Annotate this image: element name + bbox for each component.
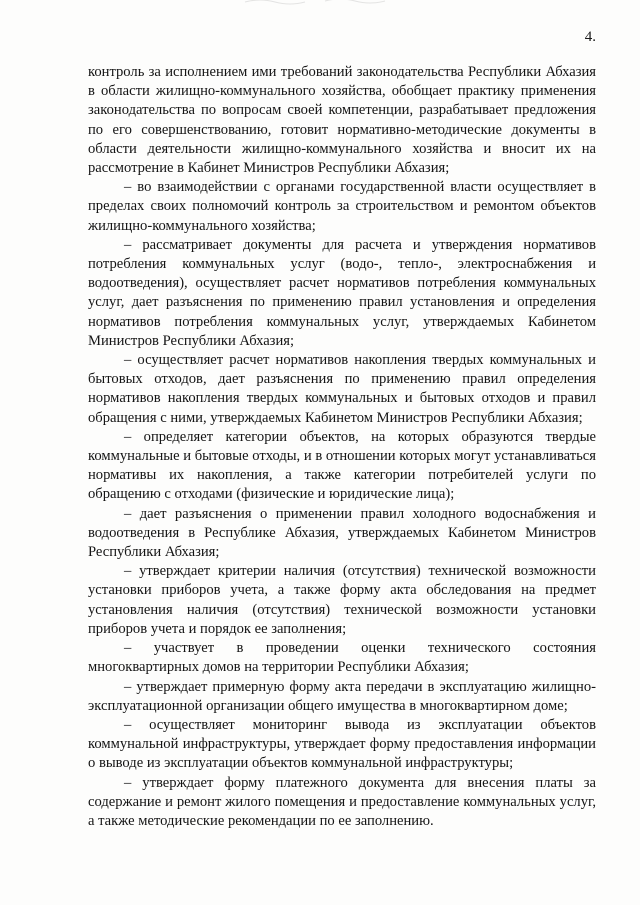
paragraph: – участвует в проведении оценки технического состояния многоквартирных домов на территории Республики Абхазия;	[88, 640, 596, 676]
paragraph: – дает разъяснения о применении правил холодного водоснабжения и водоотведения в Республике Абхазия, утверждаемых Кабинетом Министров Республики Абхазия;	[88, 505, 596, 561]
paragraph: – рассматривает документы для расчета и утверждения нормативов потребления коммунальных услуг (водо-, тепло-, электроснабжения и водоотведения), осуществляет расчет нормативов потребления коммунальных услуг, дает разъяснения по применению правил установления и определения нормативов потребления коммунальных услуг, утверждаемых Кабинетом Министров Республики Абхазия;	[88, 236, 596, 349]
document-body	[88, 63, 596, 831]
page-number: 4.	[584, 29, 596, 45]
paragraph: – осуществляет мониторинг вывода из эксплуатации объектов коммунальной инфраструктуры, утверждает форму предоставления информации о выводе из эксплуатации объектов коммунальной инфраструктуры;	[88, 716, 596, 772]
paragraph: – утверждает критерии наличия (отсутствия) технической возможности установки приборов учета, а также форму акта обследования на предмет установления наличия (отсутствия) технической возможности установки приборов учета и порядок ее заполнения;	[88, 563, 596, 637]
scan-artifact	[240, 0, 390, 6]
paragraph: – утверждает форму платежного документа для внесения платы за содержание и ремонт жилого помещения и предоставление коммунальных услуг, а также методические рекомендации по ее заполнению.	[88, 774, 596, 829]
paragraph: – утверждает примерную форму акта передачи в эксплуатацию жилищно-эксплуатационной организации общего имущества в многоквартирном доме;	[88, 678, 596, 714]
paragraph: – осуществляет расчет нормативов накопления твердых коммунальных и бытовых отходов, дает разъяснения по применению правил определения нормативов накопления твердых коммунальных и бытовых отходов и правил обращения с ними, утверждаемых Кабинетом Министров Республики Абхазия;	[88, 352, 596, 426]
paragraph: контроль за исполнением ими требований законодательства Республики Абхазия в области жилищно-коммунального хозяйства, обобщает практику применения законодательства по вопросам своей компетенции, разрабатывает предложения по его совершенствованию, готовит нормативно-методические документы в области деятельности жилищно-коммунального хозяйства и вносит их на рассмотрение в Кабинет Министров Республики Абхазия;	[88, 64, 596, 177]
paragraph: – определяет категории объектов, на которых образуются твердые коммунальные и бытовые отходы, и в отношении которых могут устанавливаться нормативы их накопления, а также категории потребителей услуги по обращению с отходами (физические и юридические лица);	[88, 428, 596, 503]
paragraph: – во взаимодействии с органами государственной власти осуществляет в пределах своих полномочий контроль за строительством и ремонтом объектов жилищно-коммунального хозяйства;	[88, 179, 596, 234]
